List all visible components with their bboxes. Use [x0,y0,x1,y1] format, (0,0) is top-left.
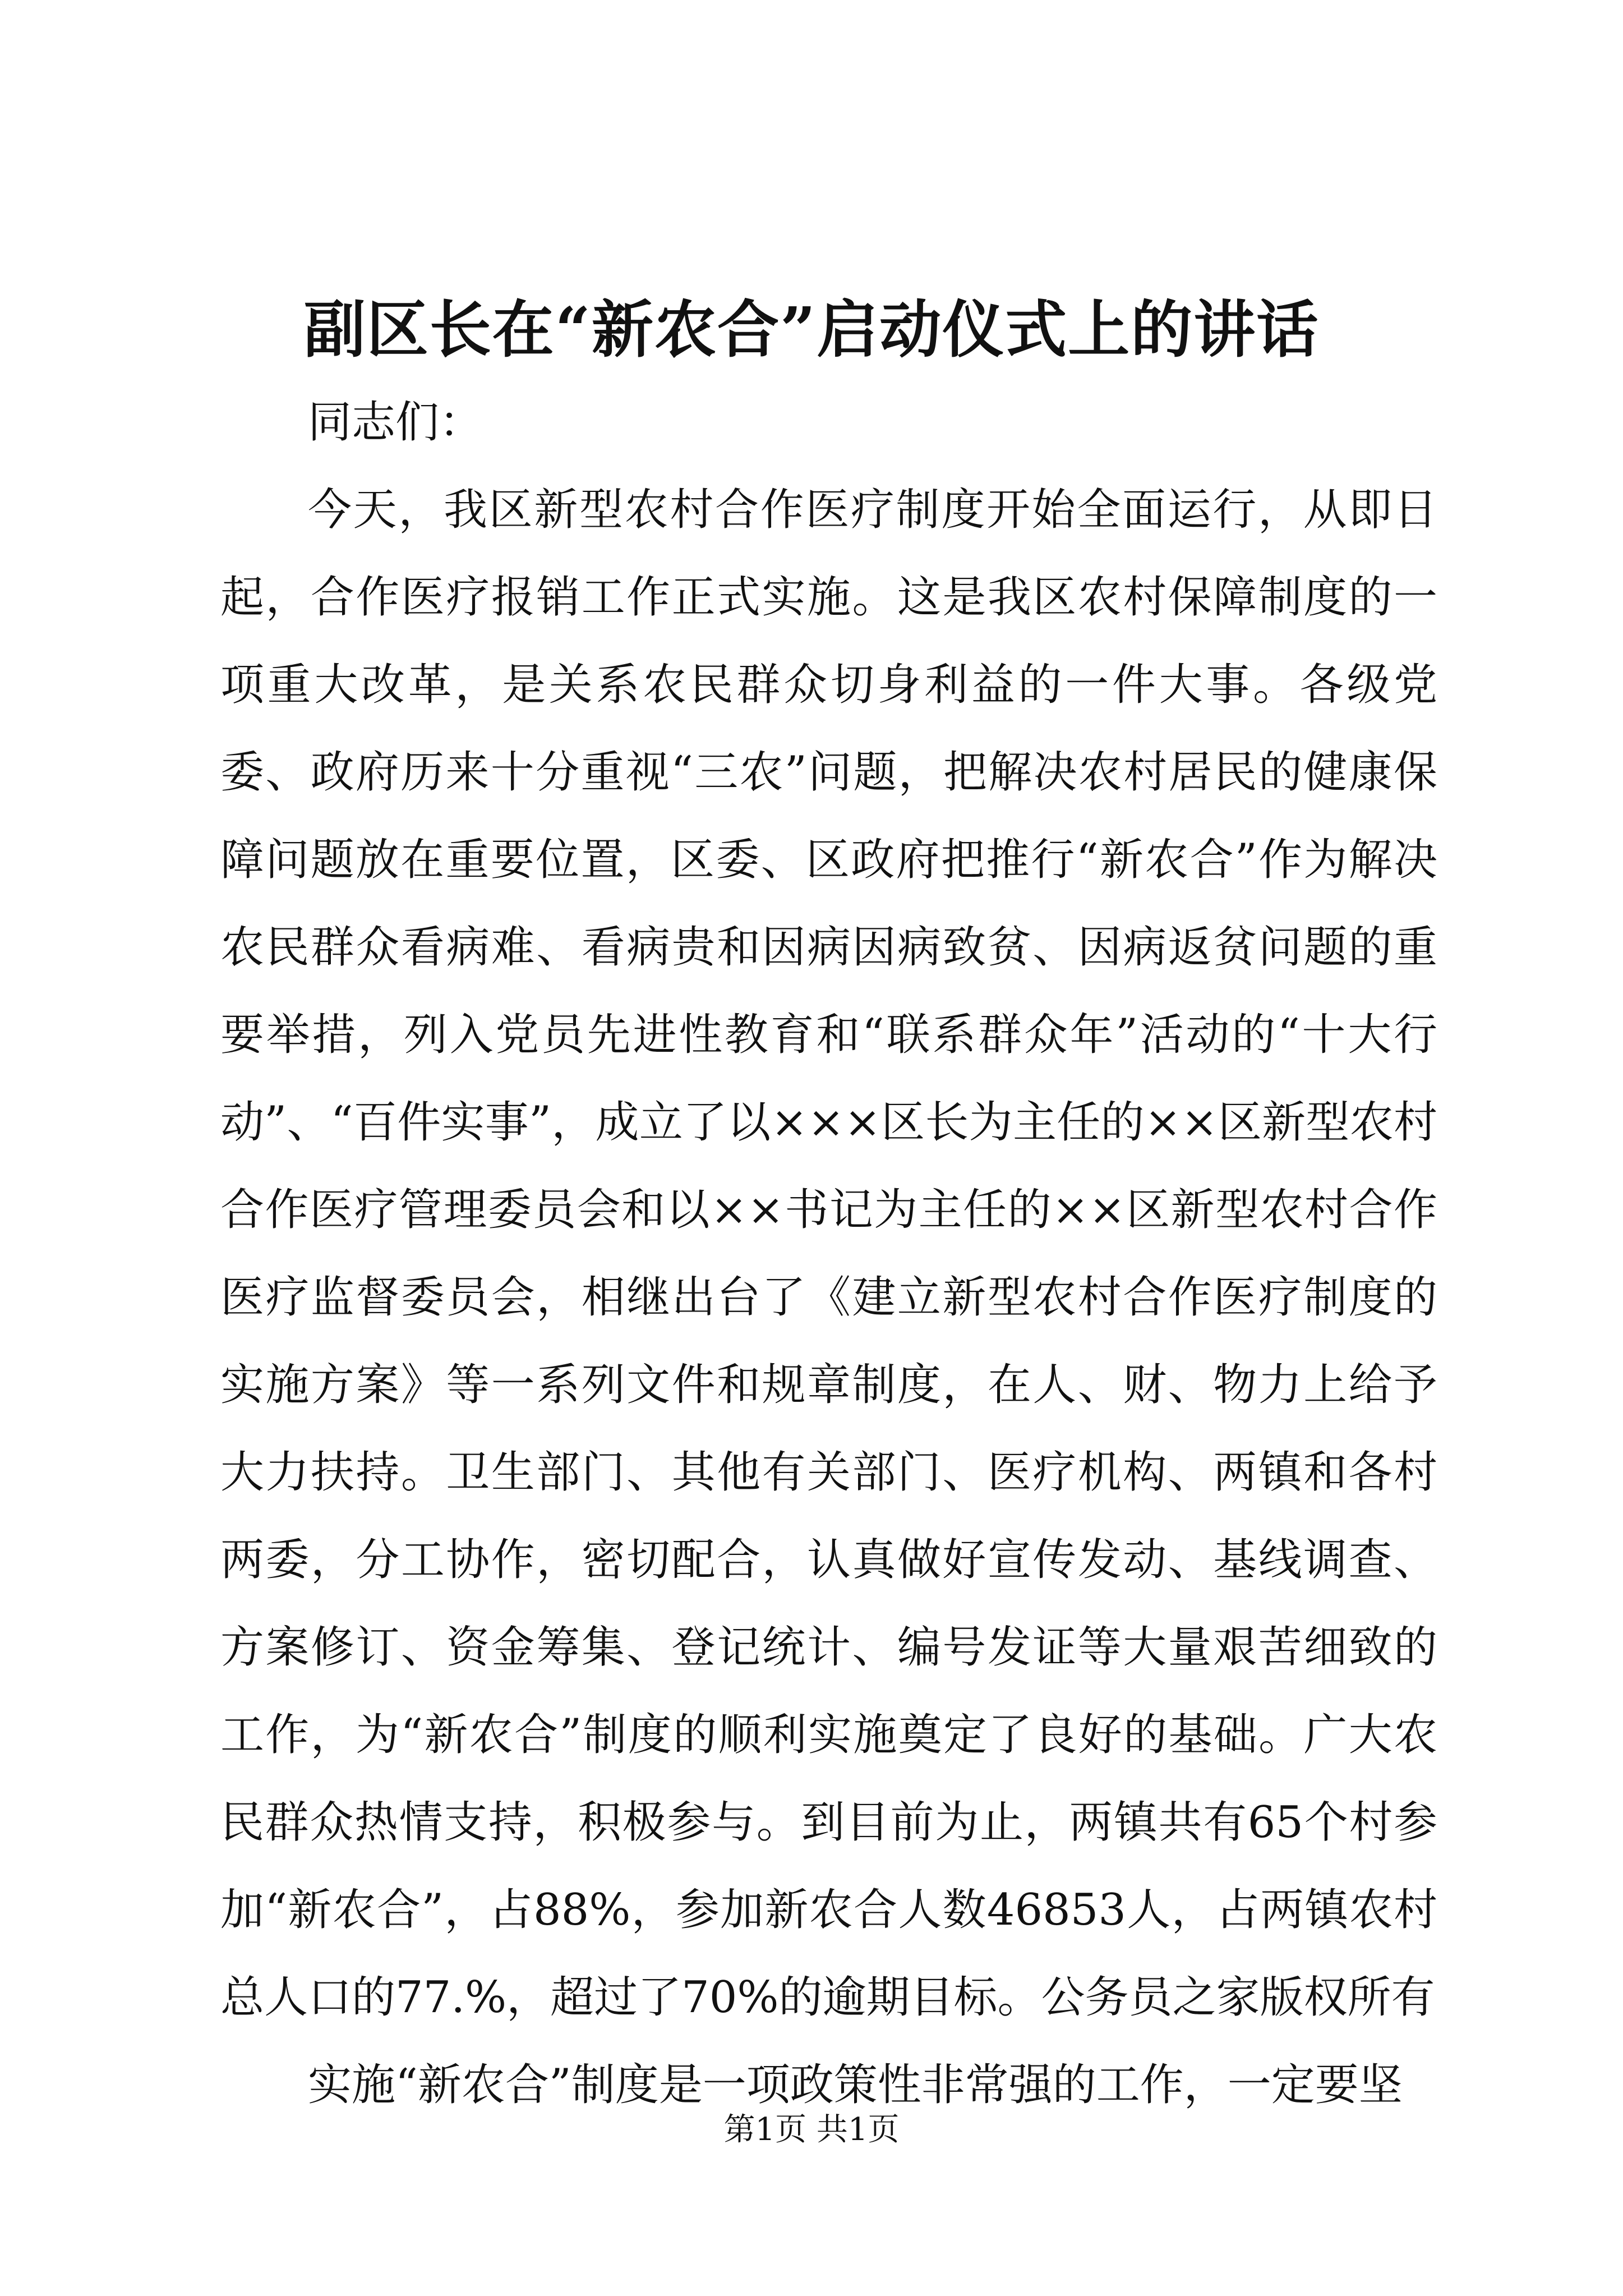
page-footer: 第1页 共1页 [723,2111,900,2148]
document-title: 副区长在“新农合”启动仪式上的讲话 [303,293,1320,366]
paragraph-2: 实施“新农合”制度是一项政策性非常强的工作，一定要坚 [308,2060,1403,2110]
document-body [220,379,1437,2129]
paragraph-1: 今天，我区新型农村合作医疗制度开始全面运行，从即日起，合作医疗报销工作正式实施。这是我区农村保障制度的一项重大改革，是关系农民群众切身利益的一件大事。各级党委、政府历来十分重视“三农”问题，把解决农村居民的健康保障问题放在重要位置，区委、区政府把推行“新农合”作为解决农民群众看病难、看病贵和因病因病致贫、因病返贫问题的重要举措，列入党员先进性教育和“联系群众年”活动的“十大行动”、“百件实事”，成立了以×××区长为主任的××区新型农村合作医疗管理委员会和以××书记为主任的××区新型农村合作医疗监督委员会，相继出台了《建立新型农村合作医疗制度的实施方案》等一系列文件和规章制度，在人、财、物力上给予大力扶持。卫生部门、其他有关部门、医疗机构、两镇和各村两委，分工协作，密切配合，认真做好宣传发动、基线调查、方案修订、资金筹集、登记统计、编号发证等大量艰苦细致的工作，为“新农合”制度的顺利实施奠定了良好的基础。广大农民群众热情支持，积极参与。到目前为止，两镇共有65个村参加“新农合”，占88%，参加新农合人数46853人，占两镇农村总人口的77.%，超过了70%的逾期目标。公务员之家版权所有 [220,485,1437,2023]
salutation: 同志们： [308,397,483,448]
